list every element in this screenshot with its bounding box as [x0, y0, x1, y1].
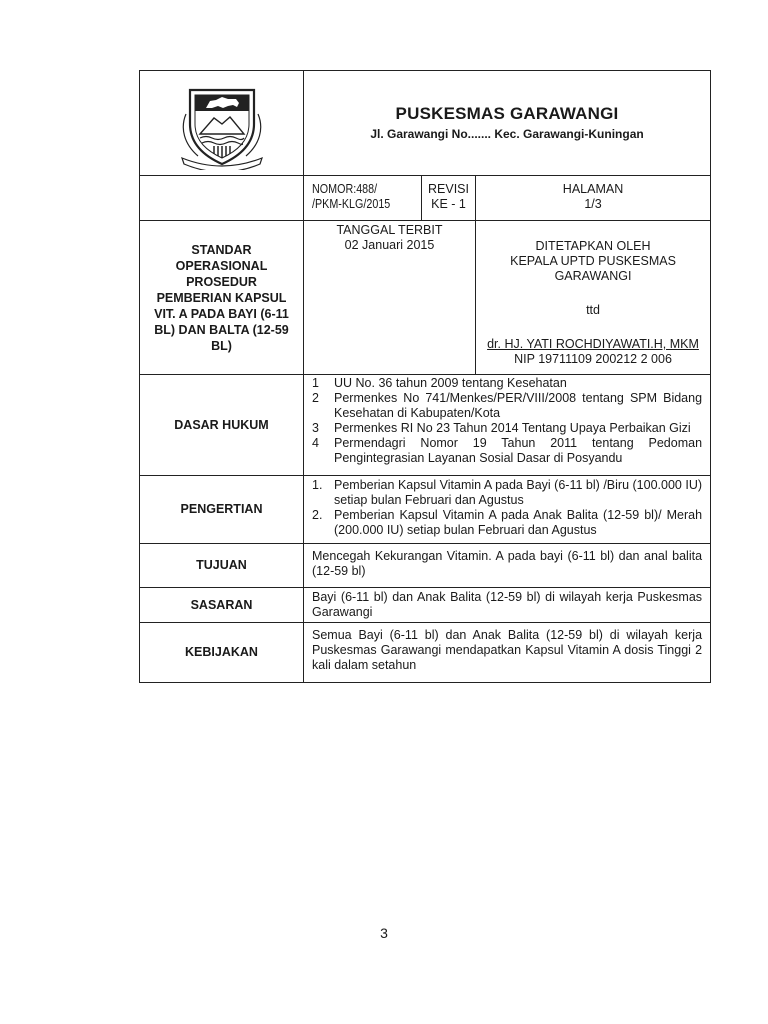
sop-title: STANDAR OPERASIONAL PROSEDUR PEMBERIAN KAPSUL VIT. A PADA BAYI (6-11 BL) DAN BALTA (12-59 BL): [154, 242, 289, 353]
sasaran-label: SASARAN: [140, 588, 304, 623]
pengertian-content: [304, 476, 711, 544]
nomor-line-1: NOMOR:488/: [312, 182, 378, 196]
dasar-hukum-label: DASAR HUKUM: [140, 375, 304, 476]
list-item: 2. Pemberian Kapsul Vitamin A pada Anak Balita (12-59 bl)/ Merah (200.000 IU) setiap bulan Februari dan Agustus: [312, 508, 703, 537]
sop-table: [139, 70, 711, 683]
signature-ttd: ttd: [586, 303, 600, 317]
signatory-name: dr. HJ. YATI ROCHDIYAWATI.H, MKM: [487, 337, 699, 351]
halaman-value: 1/3: [584, 197, 602, 211]
tanggal-terbit-cell: [304, 221, 476, 375]
page-number: 3: [380, 925, 388, 941]
list-item: 4 Permendagri Nomor 19 Tahun 2011 tentang Pedoman Pengintegrasian Layanan Sosial Dasar di Posyandu: [312, 436, 703, 465]
nomor-line-2: /PKM-KLG/2015: [312, 197, 391, 211]
list-item: 1 UU No. 36 tahun 2009 tentang Kesehatan: [312, 376, 567, 390]
revisi-value: KE - 1: [431, 197, 466, 211]
pengertian-label: PENGERTIAN: [140, 476, 304, 544]
sasaran-content: Bayi (6-11 bl) dan Anak Balita (12-59 bl) di wilayah kerja Puskesmas Garawangi: [304, 588, 711, 623]
dasar-hukum-content: [304, 375, 711, 476]
clinic-address: Jl. Garawangi No....... Kec. Garawangi-Kuningan: [370, 127, 644, 141]
ditetapkan-line-3: GARAWANGI: [554, 269, 632, 283]
list-item: 3 Permenkes RI No 23 Tahun 2014 Tentang Upaya Perbaikan Gizi: [312, 421, 691, 435]
tujuan-content: Mencegah Kekurangan Vitamin. A pada bayi (6-11 bl) dan anal balita (12-59 bl): [304, 544, 711, 588]
tanggal-terbit-label: TANGGAL TERBIT: [336, 223, 443, 237]
clinic-title: PUSKESMAS GARAWANGI: [395, 104, 619, 123]
signatory-nip: NIP 19711109 200212 2 006: [514, 352, 672, 366]
ditetapkan-line-2: KEPALA UPTD PUSKESMAS: [510, 254, 676, 268]
list-item: 1. Pemberian Kapsul Vitamin A pada Bayi (6-11 bl) /Biru (100.000 IU) setiap bulan Februari dan Agustus: [312, 478, 703, 507]
kuningan-regency-crest-icon: [176, 84, 268, 170]
revisi-label: REVISI: [428, 182, 469, 196]
halaman-label: HALAMAN: [562, 182, 624, 196]
sop-title-cell: [140, 221, 304, 375]
logo-cell: [140, 71, 304, 176]
tujuan-label: TUJUAN: [140, 544, 304, 588]
halaman-cell: [476, 176, 711, 221]
ditetapkan-cell: [476, 221, 711, 375]
kebijakan-content: Semua Bayi (6-11 bl) dan Anak Balita (12-59 bl) di wilayah kerja Puskesmas Garawangi mendapatkan Kapsul Vitamin A dosis Tinggi 2 kali dalam setahun: [304, 623, 711, 683]
nomor-cell: [304, 176, 422, 221]
empty-label-cell: [140, 176, 304, 221]
revisi-cell: [422, 176, 476, 221]
ditetapkan-line-1: DITETAPKAN OLEH: [535, 239, 651, 253]
header-cell: [304, 71, 711, 176]
kebijakan-label: KEBIJAKAN: [140, 623, 304, 683]
list-item: 2 Permenkes No 741/Menkes/PER/VIII/2008 tentang SPM Bidang Kesehatan di Kabupaten/Kota: [312, 391, 703, 420]
tanggal-terbit-date: 02 Januari 2015: [344, 238, 435, 252]
